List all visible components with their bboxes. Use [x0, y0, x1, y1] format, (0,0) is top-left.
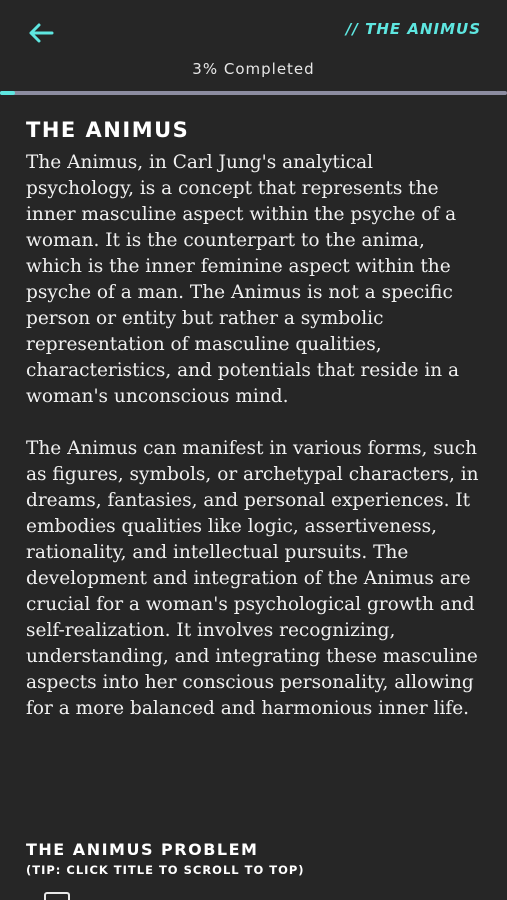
section-title[interactable]: THE ANIMUS: [26, 118, 190, 142]
next-section-title[interactable]: THE ANIMUS PROBLEM: [26, 840, 259, 859]
header-title: // THE ANIMUS: [345, 20, 481, 38]
progress-label: 3% Completed: [192, 60, 315, 78]
next-section: [26, 840, 486, 877]
progress-bar-fill: [0, 91, 15, 95]
paragraph: The Animus, in Carl Jung's analytical psychology, is a concept that represents the inner masculine aspect within the psyche of a woman. It is the counterpart to the anima, which is the inner feminine aspect within the psyche of a man. The Animus is not a specific person or entity but rather a symbolic representation of masculine qualities, characteristics, and potentials that reside in a woman's unconscious mind.: [26, 152, 460, 407]
progress-bar: [0, 91, 507, 95]
next-section-tip: (TIP: CLICK TITLE TO SCROLL TO TOP): [26, 863, 305, 877]
article-content: [26, 118, 486, 748]
arrow-left-icon: [28, 22, 54, 44]
bookmark-icon[interactable]: [44, 892, 70, 900]
back-button[interactable]: [26, 18, 56, 48]
paragraph: The Animus can manifest in various forms, such as figures, symbols, or archetypal characters, in dreams, fantasies, and personal experiences. It embodies qualities like logic, assertiveness, rationality, and intellectual pursuits. The development and integration of the Animus are crucial for a woman's psychological growth and self-realization. It involves recognizing, understanding, and integrating these masculine aspects into her conscious personality, allowing for a more balanced and harmonious inner life.: [26, 438, 479, 719]
top-bar: [0, 0, 507, 60]
